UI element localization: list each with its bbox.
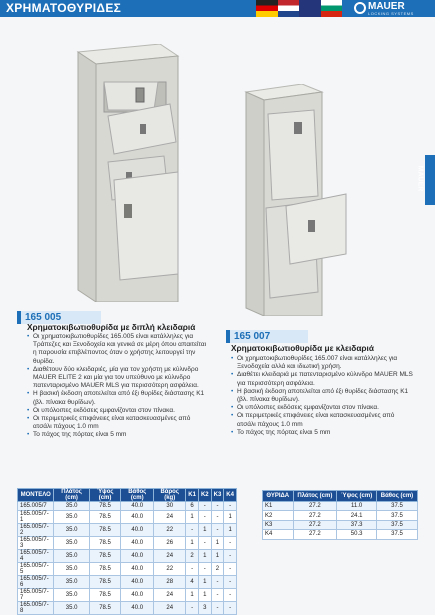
table-cell: 35.0 [54,524,89,537]
table-cell: 78.5 [89,576,121,589]
column-header: Ύψος (cm) [337,491,377,502]
table-cell: - [224,537,237,550]
table-cell: 78.5 [89,537,121,550]
table-cell: - [198,563,211,576]
product-code-165005: 165 005 [17,311,101,324]
table-cell: 24.1 [337,511,377,520]
models-table-header [18,489,237,502]
column-header: Κ2 [198,489,211,502]
table-cell: 2 [211,563,224,576]
table-cell: 11.0 [337,502,377,511]
table-cell: - [224,550,237,563]
table-cell: 165.005/7 [18,502,54,511]
page-title: ΧΡΗΜΑΤΟΘΥΡΙΔΕΣ [6,1,122,15]
table-cell: 165.005/7-1 [18,511,54,524]
header-bar [0,0,435,17]
table-cell: 35.0 [54,550,89,563]
table-cell: 1 [198,550,211,563]
feature-item: • Η βασική έκδοση αποτελείται από έξι θυρίδες διάστασης Κ1 (βλ. πίνακα θυρίδων). [27,390,207,406]
table-cell: - [224,602,237,615]
sizes-table-header [263,491,418,502]
table-cell: 40.0 [121,502,154,511]
table-row [18,550,237,563]
table-cell: 22 [154,563,186,576]
flag-netherlands-icon [278,0,300,17]
table-row [18,576,237,589]
brand-subtitle: LOCKING SYSTEMS [368,11,414,16]
table-cell: 1 [186,537,199,550]
table-cell: 40.0 [121,563,154,576]
feature-item: • Το πάχος της πόρτας είναι 5 mm [231,429,413,437]
table-cell: 40.0 [121,550,154,563]
feature-item: • Οι περιμετρικές επιφάνειες είναι κατασκευασμένες από ατσάλι πάχους 1.0 mm [27,415,207,431]
section-title-165005: Χρηματοκιβωτιοθυρίδα με διπλή κλειδαριά [27,322,196,332]
table-cell: - [198,502,211,511]
flag-bulgaria-icon [321,0,343,17]
table-cell: 40.0 [121,511,154,524]
column-header: Κ4 [224,489,237,502]
feature-item: • Οι υπόλοιπες εκδόσεις εμφανίζονται στον πίνακα. [27,407,207,415]
column-header: Βάθος (cm) [376,491,417,502]
table-row [18,524,237,537]
models-table-body [18,502,237,615]
feature-item: • Διαθέτουν δύο κλειδαριές, μία για τον χρήστη με κύλινδρο MAUER ELITE 2 και μία για τον υπεύθυνο με κύλινδρο πατενταρισμένο MAUER MLS για περισσότερη ασφάλεια. [27,366,207,391]
table-cell: 40.0 [121,537,154,550]
table-cell: - [198,537,211,550]
table-row [263,502,418,511]
feature-item: • Οι υπόλοιπες εκδόσεις εμφανίζονται στον πίνακα. [231,404,413,412]
table-cell: Κ1 [263,502,294,511]
safe-cabinet-165007-photo [238,84,348,316]
table-cell: 1 [186,589,199,602]
table-cell: - [211,524,224,537]
mauer-logo-icon [354,2,366,14]
feature-item: • Η βασική έκδοση αποτελείται από έξι θυρίδες διάστασης Κ1 (βλ. πίνακα θυρίδων). [231,388,413,404]
table-cell: 2 [186,550,199,563]
table-cell: Κ2 [263,511,294,520]
table-cell: 1 [211,550,224,563]
table-cell: 35.0 [54,576,89,589]
table-cell: - [224,502,237,511]
table-cell: 1 [198,589,211,602]
table-cell: 35.0 [54,511,89,524]
table-cell: 24 [154,602,186,615]
table-cell: 37.5 [376,511,417,520]
table-cell: - [211,511,224,524]
brand-logo [352,0,432,17]
models-table [17,488,237,615]
column-header: Κ3 [211,489,224,502]
table-cell: - [211,576,224,589]
feature-item: • Το πάχος της πόρτας είναι 5 mm [27,431,207,439]
table-cell: 3 [198,602,211,615]
table-cell: 165.005/7-4 [18,550,54,563]
column-header: ΘΥΡΙΔΑ [263,491,294,502]
table-cell: - [211,602,224,615]
table-cell: 165.005/7-2 [18,524,54,537]
sizes-table [262,490,418,540]
product-code-165007: 165 007 [226,330,308,343]
column-header: ΜΟΝΤΕΛΟ [18,489,54,502]
table-cell: 35.0 [54,602,89,615]
flag-uk-icon [299,0,321,17]
table-cell: Κ4 [263,530,294,539]
table-cell: 78.5 [89,550,121,563]
table-cell: 35.0 [54,563,89,576]
table-cell: 78.5 [89,563,121,576]
flag-germany-icon [256,0,278,17]
table-cell: 78.5 [89,589,121,602]
safe-cabinet-165005-photo [60,44,190,302]
table-cell: 1 [211,537,224,550]
table-cell: - [186,602,199,615]
language-flags [256,0,342,17]
table-row [18,602,237,615]
table-cell: 165.005/7-7 [18,589,54,602]
table-cell: 4 [186,576,199,589]
table-cell: 50.3 [337,530,377,539]
column-header: Βάρος (kg) [154,489,186,502]
table-cell: 35.0 [54,589,89,602]
column-header: Ύψος (cm) [89,489,121,502]
table-cell: 78.5 [89,524,121,537]
table-cell: 40.0 [121,602,154,615]
table-cell: 78.5 [89,511,121,524]
brand-name: MAUER [368,1,405,12]
column-header: Πλάτος (cm) [293,491,337,502]
feature-item: • Οι περιμετρικές επιφάνειες είναι κατασκευασμένες από ατσάλι πάχους 1.0 mm [231,412,413,428]
table-cell: - [186,563,199,576]
side-tab-label: MAUER [416,165,424,192]
table-row [18,511,237,524]
side-tab [416,155,435,205]
table-row [18,502,237,511]
table-cell: - [224,576,237,589]
table-cell: 27.2 [293,530,337,539]
table-cell: 78.5 [89,602,121,615]
feature-item: • Οι χρηματοκιβωτιοθυρίδες 165.007 είναι κατάλληλες για Ξενοδοχεία αλλά και ιδιωτική χρήση. [231,355,413,371]
table-cell: 22 [154,524,186,537]
table-cell: 1 [198,576,211,589]
table-cell: 24 [154,589,186,602]
table-cell: 37.5 [376,502,417,511]
table-row [263,530,418,539]
section-title-165007: Χρηματοκιβωτιοθυρίδα με κλειδαριά [231,343,374,353]
table-cell: 27.2 [293,511,337,520]
table-cell: - [211,589,224,602]
table-cell: 40.0 [121,524,154,537]
table-cell: 165.005/7-8 [18,602,54,615]
feature-item: • Οι χρηματοκιβωτιοθυρίδες 165.005 είναι κατάλληλες για Τράπεζες και Ξενοδοχεία και γενικά σε μέρη όπου απαιτείται η παρουσία επιβλέποντος όταν ο χρήστης λειτουργεί την θυρίδα. [27,333,207,366]
table-row [18,563,237,576]
column-header: Βάθος (cm) [121,489,154,502]
table-cell: 40.0 [121,576,154,589]
features-list-165005 [27,333,207,440]
table-cell: 78.5 [89,502,121,511]
column-header: Κ1 [186,489,199,502]
sizes-table-body [263,502,418,540]
table-cell: 30 [154,502,186,511]
table-row [18,537,237,550]
table-cell: Κ3 [263,520,294,529]
table-cell: - [224,563,237,576]
table-cell: 28 [154,576,186,589]
table-cell: - [198,511,211,524]
table-cell: - [211,502,224,511]
table-cell: - [186,524,199,537]
table-cell: 24 [154,511,186,524]
features-list-165007 [231,355,413,437]
table-cell: 35.0 [54,537,89,550]
table-cell: 6 [186,502,199,511]
table-cell: 165.005/7-5 [18,563,54,576]
table-cell: 26 [154,537,186,550]
table-cell: 1 [198,524,211,537]
table-cell: 165.005/7-6 [18,576,54,589]
table-cell: 37.5 [376,520,417,529]
table-cell: 165.005/7-3 [18,537,54,550]
table-cell: 1 [186,511,199,524]
table-cell: 40.0 [121,589,154,602]
table-cell: 24 [154,550,186,563]
table-cell: 35.0 [54,502,89,511]
table-cell: 37.5 [376,530,417,539]
table-cell: 1 [224,511,237,524]
table-cell: 1 [224,524,237,537]
table-row [263,520,418,529]
table-cell: 27.2 [293,502,337,511]
column-header: Πλάτος (cm) [54,489,89,502]
table-cell: - [224,589,237,602]
table-cell: 27.2 [293,520,337,529]
table-cell: 37.3 [337,520,377,529]
table-row [263,511,418,520]
feature-item: • Διαθέτει κλειδαριά με πατενταρισμένο κύλινδρο MAUER MLS για περισσότερη ασφάλεια. [231,371,413,387]
